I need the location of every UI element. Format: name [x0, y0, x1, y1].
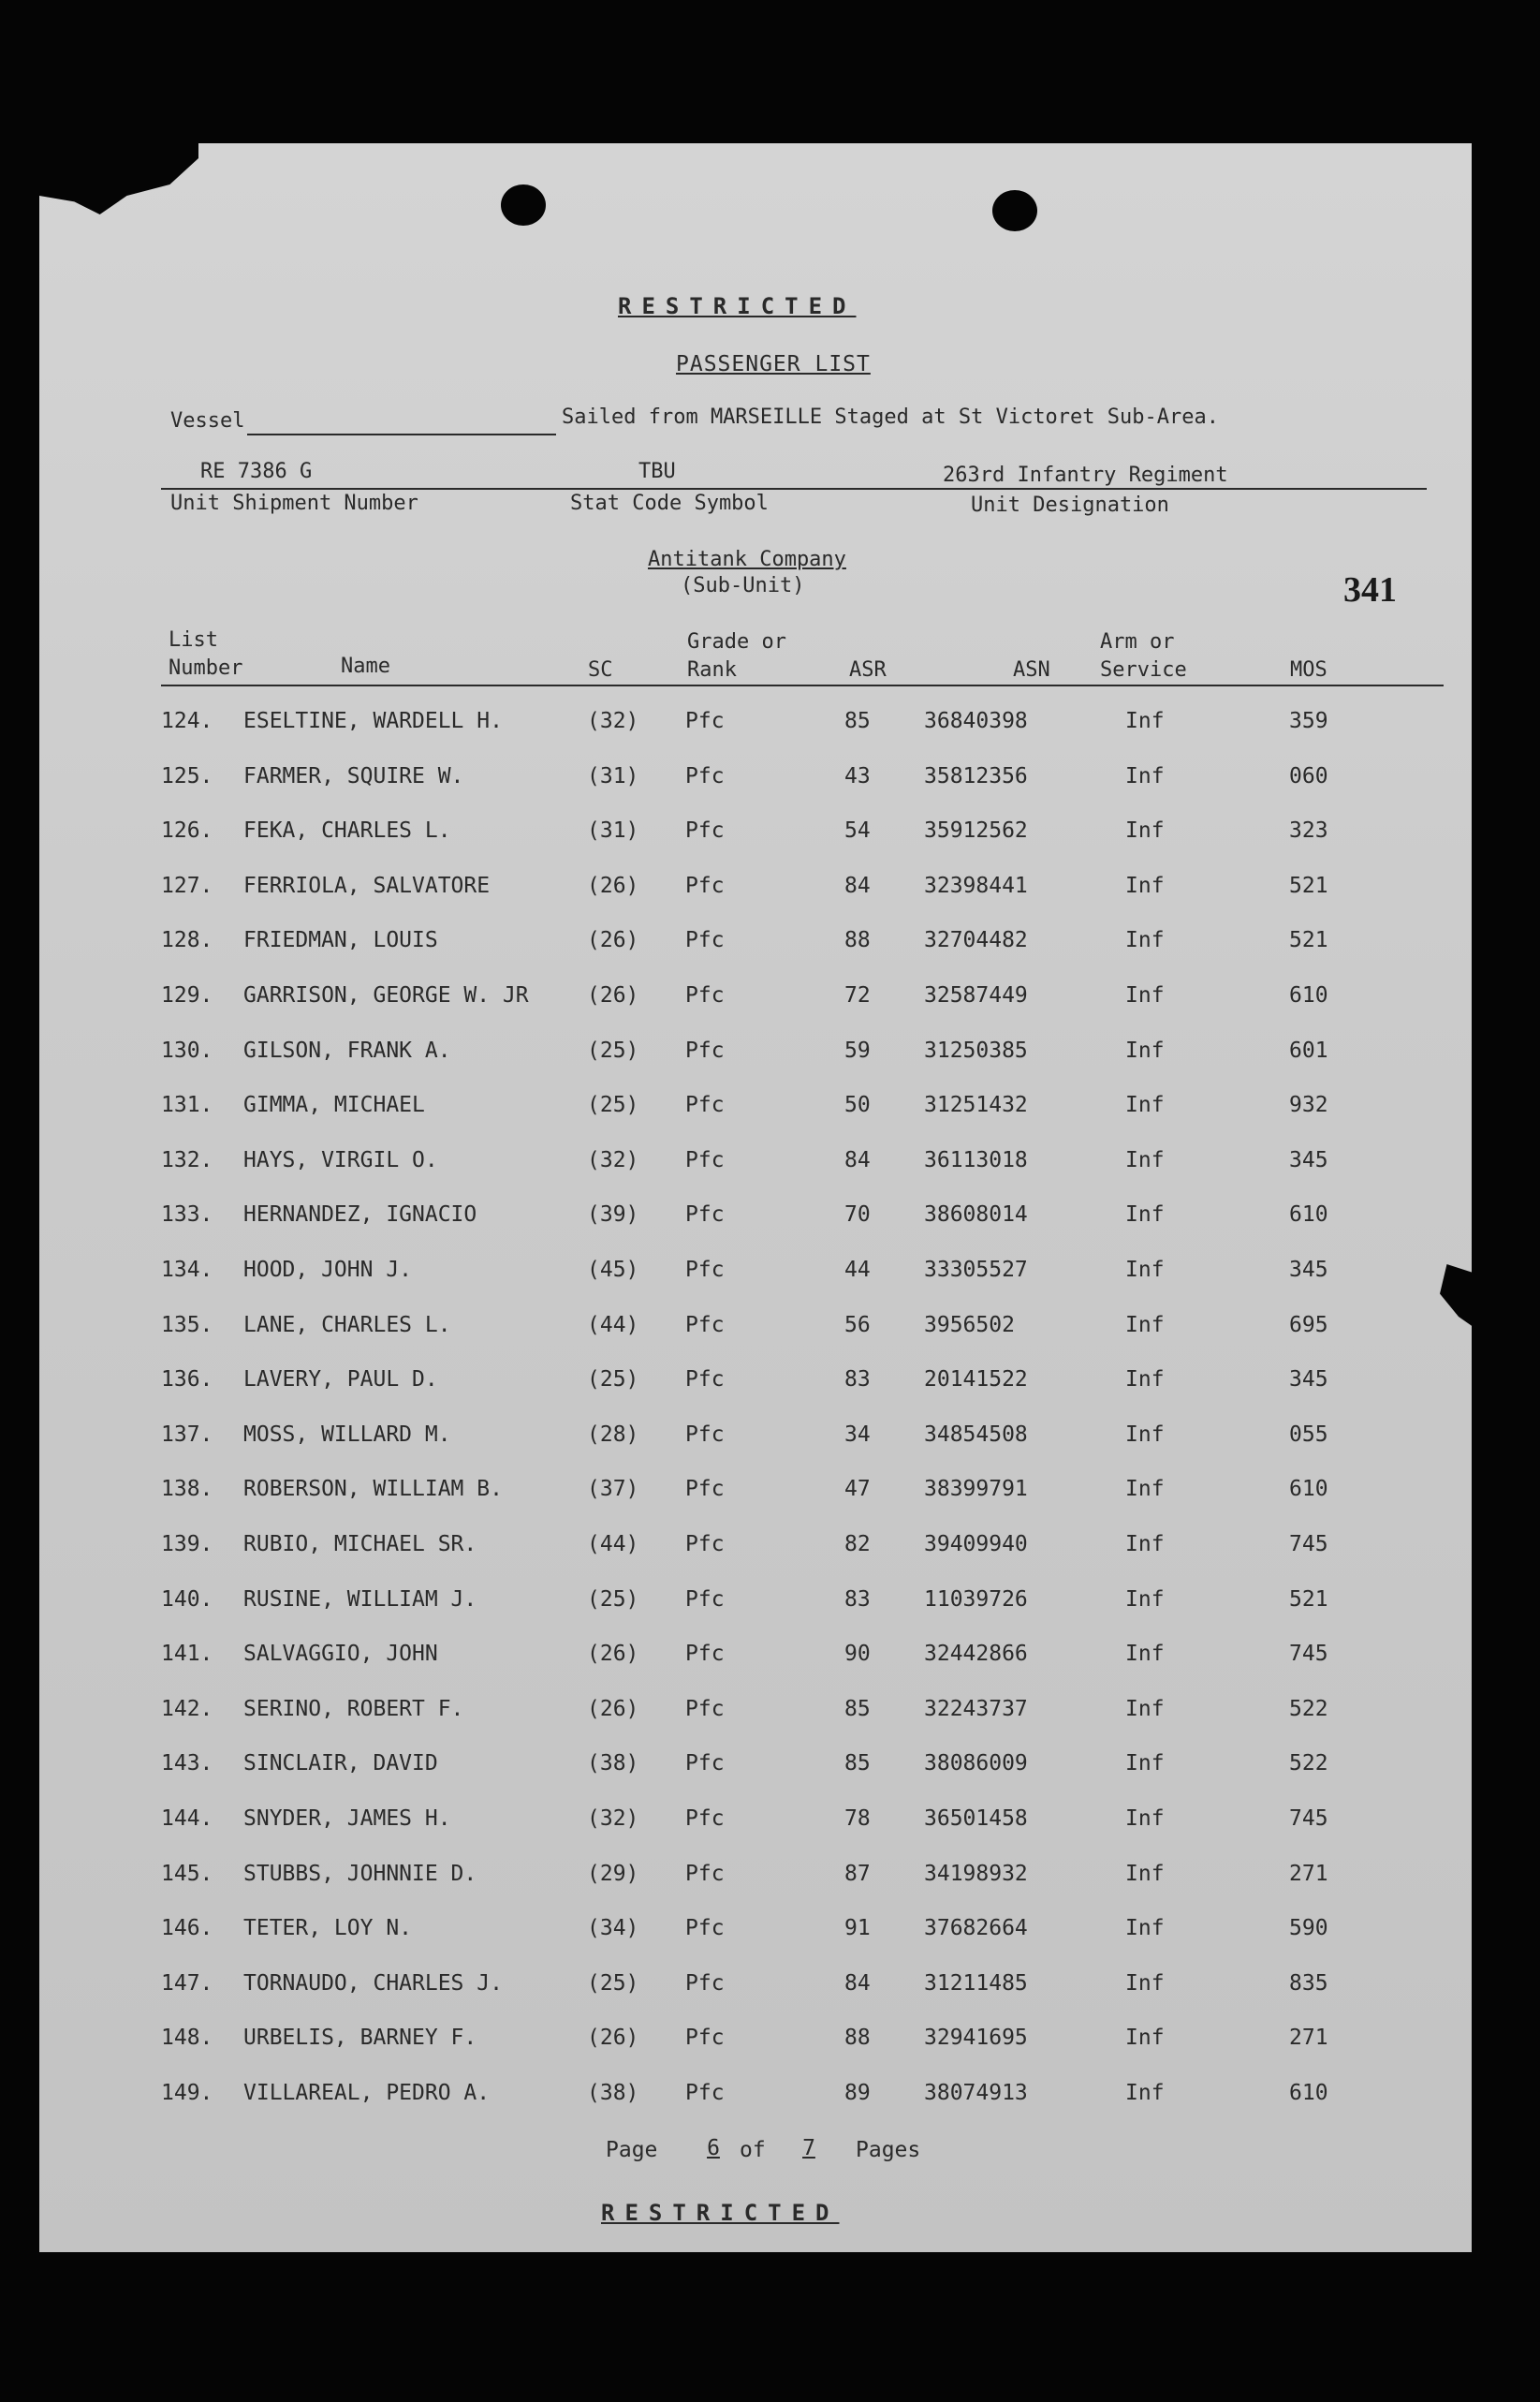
cell-num: 142.: [161, 1696, 213, 1721]
punch-hole-left: [501, 184, 546, 226]
cell-arm: Inf: [1125, 1093, 1165, 1118]
cell-name: ROBERSON, WILLIAM B.: [243, 1477, 503, 1502]
cell-arm: Inf: [1125, 1147, 1165, 1172]
cell-sc: (26): [587, 983, 639, 1008]
cell-asn: 38608014: [924, 1202, 1028, 1228]
cell-sc: (44): [587, 1532, 639, 1556]
cell-mos: 345: [1289, 1367, 1328, 1393]
cell-name: FRIEDMAN, LOUIS: [243, 928, 438, 953]
cell-name: HERNANDEZ, IGNACIO: [243, 1202, 477, 1228]
cell-asn: 11039726: [924, 1586, 1028, 1612]
table-row: [39, 1806, 1472, 1844]
sub-unit-label: (Sub-Unit): [681, 574, 805, 597]
cell-sc: (44): [587, 1312, 639, 1337]
cell-arm: Inf: [1125, 1477, 1165, 1502]
table-row: [39, 983, 1472, 1021]
cell-sc: (34): [587, 1916, 639, 1941]
cell-sc: (31): [587, 763, 639, 788]
cell-num: 124.: [161, 709, 213, 733]
cell-arm: Inf: [1125, 873, 1165, 898]
cell-grade: Pfc: [685, 1642, 725, 1667]
cell-num: 147.: [161, 1970, 213, 1996]
cell-sc: (39): [587, 1202, 639, 1228]
table-row: [39, 1642, 1472, 1679]
cell-asr: 59: [844, 1038, 871, 1063]
cell-grade: Pfc: [685, 1861, 725, 1886]
col-arm-or-service: Arm or Service: [1100, 630, 1187, 682]
stat-code-symbol-label: Stat Code Symbol: [570, 492, 769, 515]
cell-num: 141.: [161, 1642, 213, 1667]
cell-asr: 84: [844, 1147, 871, 1172]
cell-name: STUBBS, JOHNNIE D.: [243, 1861, 477, 1886]
cell-grade: Pfc: [685, 2081, 725, 2105]
cell-asr: 70: [844, 1202, 871, 1228]
cell-num: 139.: [161, 1532, 213, 1556]
cell-arm: Inf: [1125, 1751, 1165, 1776]
cell-num: 140.: [161, 1586, 213, 1612]
table-row: [39, 1587, 1472, 1625]
cell-mos: 610: [1289, 1202, 1328, 1228]
cell-asn: 33305527: [924, 1258, 1028, 1282]
cell-grade: Pfc: [685, 873, 725, 898]
list-title: PASSENGER LIST: [676, 352, 871, 376]
cell-mos: 610: [1289, 1477, 1328, 1502]
cell-sc: (26): [587, 873, 639, 898]
cell-sc: (26): [587, 1642, 639, 1667]
table-row: [39, 1313, 1472, 1350]
cell-name: HAYS, VIRGIL O.: [243, 1147, 438, 1172]
cell-asn: 37682664: [924, 1916, 1028, 1941]
cell-sc: (25): [587, 1038, 639, 1063]
cell-asr: 87: [844, 1861, 871, 1886]
cell-sc: (38): [587, 2081, 639, 2105]
cell-arm: Inf: [1125, 1038, 1165, 1063]
cell-num: 125.: [161, 763, 213, 788]
cell-asn: 31250385: [924, 1038, 1028, 1063]
table-row: [39, 1477, 1472, 1514]
cell-asr: 54: [844, 818, 871, 844]
cell-name: RUSINE, WILLIAM J.: [243, 1586, 477, 1612]
cell-asr: 56: [844, 1312, 871, 1337]
table-row: [39, 1148, 1472, 1186]
cell-asr: 78: [844, 1806, 871, 1831]
cell-name: GIMMA, MICHAEL: [243, 1093, 425, 1118]
cell-asr: 83: [844, 1367, 871, 1393]
cell-asr: 43: [844, 763, 871, 788]
cell-grade: Pfc: [685, 1202, 725, 1228]
cell-sc: (38): [587, 1751, 639, 1776]
cell-asr: 50: [844, 1093, 871, 1118]
cell-mos: 345: [1289, 1147, 1328, 1172]
cell-asn: 35912562: [924, 818, 1028, 844]
cell-asn: 32243737: [924, 1696, 1028, 1721]
cell-arm: Inf: [1125, 763, 1165, 788]
cell-name: TORNAUDO, CHARLES J.: [243, 1970, 503, 1996]
unit-designation-value: 263rd Infantry Regiment: [943, 464, 1228, 487]
document-page: [39, 143, 1472, 2252]
cell-arm: Inf: [1125, 1202, 1165, 1228]
cell-grade: Pfc: [685, 1751, 725, 1776]
cell-asn: 38074913: [924, 2081, 1028, 2105]
cell-sc: (45): [587, 1258, 639, 1282]
cell-name: FEKA, CHARLES L.: [243, 818, 451, 844]
col-asr: ASR: [849, 658, 887, 682]
cell-num: 133.: [161, 1202, 213, 1228]
cell-asr: 90: [844, 1642, 871, 1667]
table-row: [39, 1202, 1472, 1240]
table-row: [39, 1367, 1472, 1405]
cell-mos: 745: [1289, 1806, 1328, 1831]
classification-bottom: RESTRICTED: [601, 2200, 840, 2226]
cell-grade: Pfc: [685, 818, 725, 844]
table-row: [39, 1916, 1472, 1953]
cell-sc: (25): [587, 1970, 639, 1996]
cell-asn: 3956502: [924, 1312, 1015, 1337]
sailed-from-text: Sailed from MARSEILLE Staged at St Victoret Sub-Area.: [562, 405, 1219, 429]
cell-asn: 38086009: [924, 1751, 1028, 1776]
punch-hole-right: [992, 190, 1037, 231]
cell-asn: 38399791: [924, 1477, 1028, 1502]
cell-arm: Inf: [1125, 709, 1165, 733]
unit-designation-label: Unit Designation: [971, 494, 1169, 517]
cell-name: SALVAGGIO, JOHN: [243, 1642, 438, 1667]
cell-arm: Inf: [1125, 1696, 1165, 1721]
of-word: of: [740, 2138, 766, 2162]
cell-asn: 20141522: [924, 1367, 1028, 1393]
cell-sc: (32): [587, 1147, 639, 1172]
table-row: [39, 1751, 1472, 1789]
cell-asn: 32398441: [924, 873, 1028, 898]
cell-mos: 521: [1289, 1586, 1328, 1612]
cell-num: 145.: [161, 1861, 213, 1886]
table-row: [39, 2081, 1472, 2118]
cell-asr: 84: [844, 873, 871, 898]
table-row: [39, 1258, 1472, 1295]
col-mos: MOS: [1290, 658, 1327, 682]
cell-mos: 271: [1289, 2026, 1328, 2051]
cell-asn: 35812356: [924, 763, 1028, 788]
cell-grade: Pfc: [685, 1422, 725, 1447]
cell-name: GARRISON, GEORGE W. JR: [243, 983, 529, 1008]
cell-mos: 055: [1289, 1422, 1328, 1447]
cell-num: 131.: [161, 1093, 213, 1118]
cell-sc: (37): [587, 1477, 639, 1502]
cell-grade: Pfc: [685, 1970, 725, 1996]
cell-num: 129.: [161, 983, 213, 1008]
table-row: [39, 1862, 1472, 1899]
table-row: [39, 1422, 1472, 1460]
cell-num: 132.: [161, 1147, 213, 1172]
cell-name: ESELTINE, WARDELL H.: [243, 709, 503, 733]
stat-code-symbol-value: TBU: [638, 460, 676, 483]
cell-mos: 932: [1289, 1093, 1328, 1118]
vessel-label: Vessel: [170, 409, 245, 433]
cell-asr: 85: [844, 709, 871, 733]
cell-sc: (25): [587, 1586, 639, 1612]
cell-arm: Inf: [1125, 2026, 1165, 2051]
cell-mos: 359: [1289, 709, 1328, 733]
cell-asn: 34198932: [924, 1861, 1028, 1886]
cell-sc: (31): [587, 818, 639, 844]
cell-mos: 521: [1289, 873, 1328, 898]
cell-mos: 345: [1289, 1258, 1328, 1282]
col-grade-or-rank: Grade or Rank: [687, 630, 786, 682]
cell-mos: 271: [1289, 1861, 1328, 1886]
table-row: [39, 1039, 1472, 1076]
cell-sc: (25): [587, 1093, 639, 1118]
cell-name: FARMER, SQUIRE W.: [243, 763, 464, 788]
cell-num: 130.: [161, 1038, 213, 1063]
cell-mos: 323: [1289, 818, 1328, 844]
cell-asr: 88: [844, 928, 871, 953]
cell-name: MOSS, WILLARD M.: [243, 1422, 451, 1447]
cell-arm: Inf: [1125, 1642, 1165, 1667]
cell-asn: 32941695: [924, 2026, 1028, 2051]
table-row: [39, 2026, 1472, 2063]
cell-num: 135.: [161, 1312, 213, 1337]
cell-name: RUBIO, MICHAEL SR.: [243, 1532, 477, 1556]
cell-mos: 521: [1289, 928, 1328, 953]
cell-mos: 745: [1289, 1642, 1328, 1667]
cell-arm: Inf: [1125, 818, 1165, 844]
cell-num: 143.: [161, 1751, 213, 1776]
header-rule: [161, 488, 1427, 490]
table-row: [39, 1697, 1472, 1734]
cell-arm: Inf: [1125, 1367, 1165, 1393]
column-header-rule: [161, 685, 1444, 686]
page-word: Page: [606, 2138, 658, 2162]
cell-grade: Pfc: [685, 709, 725, 733]
cell-name: FERRIOLA, SALVATORE: [243, 873, 491, 898]
table-row: [39, 709, 1472, 746]
cell-sc: (26): [587, 1696, 639, 1721]
cell-name: HOOD, JOHN J.: [243, 1258, 413, 1282]
cell-num: 149.: [161, 2081, 213, 2105]
cell-asn: 39409940: [924, 1532, 1028, 1556]
cell-arm: Inf: [1125, 2081, 1165, 2105]
cell-grade: Pfc: [685, 1477, 725, 1502]
col-name: Name: [341, 655, 390, 678]
cell-asn: 36840398: [924, 709, 1028, 733]
cell-mos: 522: [1289, 1696, 1328, 1721]
classification-top: RESTRICTED: [618, 293, 857, 319]
cell-asr: 44: [844, 1258, 871, 1282]
cell-arm: Inf: [1125, 928, 1165, 953]
cell-grade: Pfc: [685, 928, 725, 953]
cell-sc: (25): [587, 1367, 639, 1393]
cell-arm: Inf: [1125, 1916, 1165, 1941]
cell-asr: 88: [844, 2026, 871, 2051]
cell-num: 136.: [161, 1367, 213, 1393]
cell-name: SNYDER, JAMES H.: [243, 1806, 451, 1831]
col-sc: SC: [588, 658, 613, 682]
cell-asr: 82: [844, 1532, 871, 1556]
cell-asn: 32704482: [924, 928, 1028, 953]
cell-arm: Inf: [1125, 1861, 1165, 1886]
cell-mos: 835: [1289, 1970, 1328, 1996]
cell-grade: Pfc: [685, 763, 725, 788]
table-row: [39, 1532, 1472, 1569]
cell-arm: Inf: [1125, 1312, 1165, 1337]
col-list-number: List Number: [169, 628, 243, 680]
cell-mos: 695: [1289, 1312, 1328, 1337]
page-current: 6: [707, 2136, 720, 2160]
cell-mos: 610: [1289, 2081, 1328, 2105]
cell-num: 126.: [161, 818, 213, 844]
cell-num: 127.: [161, 873, 213, 898]
cell-name: VILLAREAL, PEDRO A.: [243, 2081, 491, 2105]
page-stamp-number: 341: [1343, 570, 1397, 610]
cell-grade: Pfc: [685, 1258, 725, 1282]
cell-asr: 34: [844, 1422, 871, 1447]
cell-grade: Pfc: [685, 1696, 725, 1721]
cell-asr: 84: [844, 1970, 871, 1996]
col-asn: ASN: [1013, 658, 1050, 682]
cell-arm: Inf: [1125, 1422, 1165, 1447]
cell-name: SERINO, ROBERT F.: [243, 1696, 464, 1721]
cell-asn: 36501458: [924, 1806, 1028, 1831]
cell-sc: (26): [587, 928, 639, 953]
cell-asr: 47: [844, 1477, 871, 1502]
table-row: [39, 874, 1472, 911]
cell-sc: (29): [587, 1861, 639, 1886]
cell-name: GILSON, FRANK A.: [243, 1038, 451, 1063]
cell-grade: Pfc: [685, 1586, 725, 1612]
cell-num: 138.: [161, 1477, 213, 1502]
page-total: 7: [802, 2136, 815, 2160]
cell-arm: Inf: [1125, 983, 1165, 1008]
cell-name: LANE, CHARLES L.: [243, 1312, 451, 1337]
table-row: [39, 928, 1472, 965]
cell-asn: 36113018: [924, 1147, 1028, 1172]
cell-mos: 060: [1289, 763, 1328, 788]
cell-mos: 601: [1289, 1038, 1328, 1063]
cell-asn: 31211485: [924, 1970, 1028, 1996]
cell-grade: Pfc: [685, 1312, 725, 1337]
table-row: [39, 1971, 1472, 2009]
cell-grade: Pfc: [685, 1916, 725, 1941]
cell-num: 134.: [161, 1258, 213, 1282]
cell-grade: Pfc: [685, 2026, 725, 2051]
cell-arm: Inf: [1125, 1586, 1165, 1612]
cell-grade: Pfc: [685, 1532, 725, 1556]
cell-asn: 32442866: [924, 1642, 1028, 1667]
cell-num: 144.: [161, 1806, 213, 1831]
cell-sc: (26): [587, 2026, 639, 2051]
cell-name: SINCLAIR, DAVID: [243, 1751, 438, 1776]
table-row: [39, 818, 1472, 856]
cell-name: LAVERY, PAUL D.: [243, 1367, 438, 1393]
cell-asr: 89: [844, 2081, 871, 2105]
cell-num: 128.: [161, 928, 213, 953]
cell-mos: 745: [1289, 1532, 1328, 1556]
cell-name: TETER, LOY N.: [243, 1916, 413, 1941]
cell-grade: Pfc: [685, 1806, 725, 1831]
cell-asn: 32587449: [924, 983, 1028, 1008]
sub-unit-value: Antitank Company: [648, 548, 846, 571]
cell-asr: 72: [844, 983, 871, 1008]
cell-mos: 610: [1289, 983, 1328, 1008]
cell-asn: 34854508: [924, 1422, 1028, 1447]
cell-arm: Inf: [1125, 1806, 1165, 1831]
cell-grade: Pfc: [685, 983, 725, 1008]
cell-num: 137.: [161, 1422, 213, 1447]
cell-name: URBELIS, BARNEY F.: [243, 2026, 477, 2051]
table-row: [39, 1093, 1472, 1130]
cell-sc: (32): [587, 709, 639, 733]
cell-asr: 83: [844, 1586, 871, 1612]
cell-arm: Inf: [1125, 1258, 1165, 1282]
cell-sc: (28): [587, 1422, 639, 1447]
pages-word: Pages: [856, 2138, 921, 2162]
cell-grade: Pfc: [685, 1147, 725, 1172]
vessel-blank-line: [247, 434, 556, 435]
shipment-number-value: RE 7386 G: [200, 460, 313, 483]
cell-arm: Inf: [1125, 1532, 1165, 1556]
cell-mos: 590: [1289, 1916, 1328, 1941]
cell-arm: Inf: [1125, 1970, 1165, 1996]
cell-num: 146.: [161, 1916, 213, 1941]
cell-num: 148.: [161, 2026, 213, 2051]
cell-sc: (32): [587, 1806, 639, 1831]
shipment-number-label: Unit Shipment Number: [170, 492, 418, 515]
cell-asr: 91: [844, 1916, 871, 1941]
cell-grade: Pfc: [685, 1367, 725, 1393]
cell-mos: 522: [1289, 1751, 1328, 1776]
cell-grade: Pfc: [685, 1038, 725, 1063]
cell-asr: 85: [844, 1751, 871, 1776]
cell-asn: 31251432: [924, 1093, 1028, 1118]
table-row: [39, 764, 1472, 802]
cell-asr: 85: [844, 1696, 871, 1721]
cell-grade: Pfc: [685, 1093, 725, 1118]
